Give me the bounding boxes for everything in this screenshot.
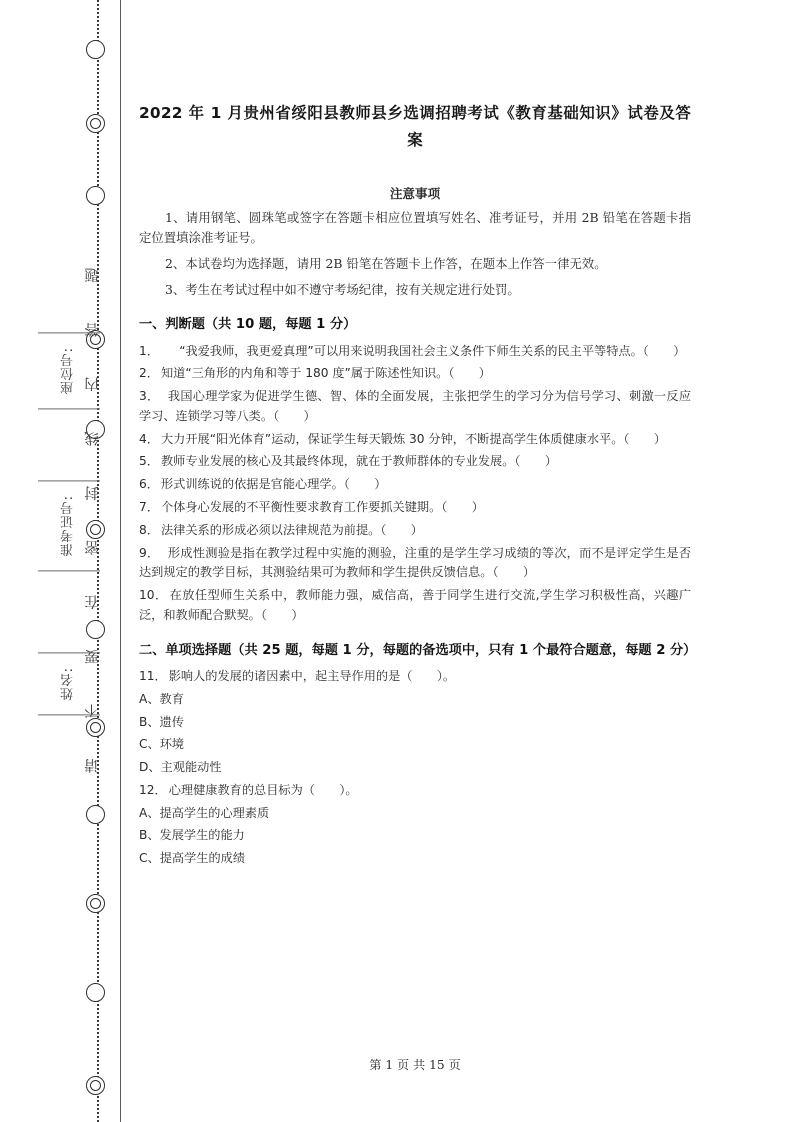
question-number: 6． — [139, 477, 159, 492]
question-option[interactable]: C、提高学生的成绩 — [139, 851, 246, 866]
question-item — [139, 361, 691, 384]
notice-item: 2、本试卷均为选择题，请用 2B 铅笔在答题卡上作答，在题本上作答一律无效。 — [165, 256, 607, 272]
seal-ring-single — [86, 40, 105, 59]
seal-ring-single — [86, 983, 105, 1002]
seal-line-instruction: 请不要在密封线内答题 — [85, 228, 101, 773]
seat-number-label: 座位号: — [61, 347, 76, 395]
question-number: 1． — [139, 343, 153, 358]
section-heading-true-false: 一、判断题（共 10 题，每题 1 分） — [139, 317, 357, 333]
admission-ticket-number-label: 准考证号: — [61, 495, 76, 557]
question-item — [139, 427, 691, 450]
question-option[interactable]: A、教育 — [139, 691, 184, 706]
question-text: 我国心理学家为促进学生德、智、体的全面发展，主张把学生的学习分为信号学习、刺激一反应学习、连锁学习等八类。（ ） — [139, 389, 692, 423]
question-number: 3． — [139, 389, 154, 404]
notice-item: 1、请用钢笔、圆珠笔或签字在答题卡相应位置填写姓名、准考证号，并用 2B 铅笔在答题卡指定位置填涂准考证号。 — [139, 209, 691, 245]
question-number: 11． — [139, 669, 167, 684]
question-item — [139, 541, 691, 584]
name-rule-bottom — [38, 652, 100, 653]
question-number: 2． — [139, 366, 159, 381]
question-option[interactable]: B、发展学生的能力 — [139, 828, 245, 843]
question-option[interactable]: D、主观能动性 — [139, 760, 222, 775]
seal-ring-double — [86, 1076, 105, 1095]
question-text: 知道“三角形的内角和等于 180 度”属于陈述性知识。（ ） — [160, 366, 491, 381]
question-number: 9． — [139, 545, 154, 560]
question-number: 5． — [139, 454, 159, 469]
question-number: 4． — [139, 431, 159, 446]
question-text: 在放任型师生关系中，教师能力强，威信高，善于同学生进行交流,学生学习积极性高，兴趣广泛，和教师配合默契。（ ） — [139, 588, 692, 622]
question-text: 法律关系的形成必须以法律规范为前提。（ ） — [160, 522, 423, 537]
document-body — [139, 0, 697, 869]
seal-ring-double — [86, 114, 105, 133]
notice-heading: 注意事项 — [389, 185, 441, 201]
question-text: “我爱我师，我更爱真理”可以用来说明我国社会主义条件下师生关系的民主平等特点。（ ） — [154, 343, 686, 358]
question-number: 8． — [139, 522, 159, 537]
question-text: 形成性测验是指在教学过程中实施的测验，注重的是学生学习成绩的等次，而不是评定学生是否达到规定的教学目标，其测验结果可为教师和学生提供反馈信息。（ ） — [139, 545, 692, 580]
seal-ring-single — [86, 186, 105, 205]
question-text: 心理健康教育的总目标为（ ）。 — [168, 782, 358, 797]
seal-ring-single — [86, 805, 105, 824]
question-number: 12． — [139, 782, 167, 797]
question-option[interactable]: A、提高学生的心理素质 — [139, 805, 270, 820]
question-item — [139, 339, 691, 362]
ticket-number-rule-top — [38, 570, 100, 571]
candidate-name-field[interactable] — [38, 638, 76, 729]
seat-number-field[interactable] — [38, 318, 76, 423]
question-item — [139, 778, 691, 801]
question-number: 7． — [139, 500, 159, 515]
question-text: 影响人的发展的诸因素中，起主导作用的是（ ）。 — [168, 669, 456, 684]
question-item — [139, 518, 691, 541]
question-item — [139, 384, 691, 427]
question-item — [139, 472, 691, 495]
question-text: 大力开展“阳光体育”运动，保证学生每天锻炼 30 分钟，不断提高学生体质健康水平。（ ） — [160, 431, 667, 446]
section-heading-single-choice: 二、单项选择题（共 25 题，每题 1 分，每题的备选项中，只有 1 个最符合题意，每题 2 分） — [139, 642, 697, 658]
page-title: 2022 年 1 月贵州省绥阳县教师县乡选调招聘考试《教育基础知识》试卷及答案 — [139, 104, 691, 150]
question-text: 个体身心发展的不平衡性要求教育工作要抓关键期。（ ） — [160, 500, 484, 515]
question-number: 10． — [139, 588, 168, 603]
question-text: 形式训练说的依据是官能心理学。（ ） — [160, 477, 387, 492]
page-footer: 第 1 页 共 15 页 — [369, 1058, 461, 1072]
question-item — [139, 495, 691, 518]
candidate-name-label: 姓名: — [61, 667, 76, 701]
seal-ring-double — [86, 894, 105, 913]
question-item — [139, 583, 691, 626]
page-margin-rule — [120, 0, 121, 1122]
question-option[interactable]: B、遗传 — [139, 714, 184, 729]
notice-item: 3、考生在考试过程中如不遵守考场纪律，按有关规定进行处罚。 — [165, 282, 520, 298]
question-option[interactable]: C、环境 — [139, 737, 185, 752]
question-item — [139, 449, 691, 472]
name-rule-top — [38, 714, 100, 715]
question-text: 教师专业发展的核心及其最终体现，就在于教师群体的专业发展。（ ） — [160, 454, 558, 469]
admission-ticket-number-field[interactable] — [38, 466, 76, 585]
question-item — [139, 664, 691, 687]
seat-number-rule-bottom — [38, 332, 100, 333]
seat-number-rule-top — [38, 408, 100, 409]
ticket-number-rule-bottom — [38, 480, 100, 481]
seal-margin-zone — [0, 0, 121, 1122]
